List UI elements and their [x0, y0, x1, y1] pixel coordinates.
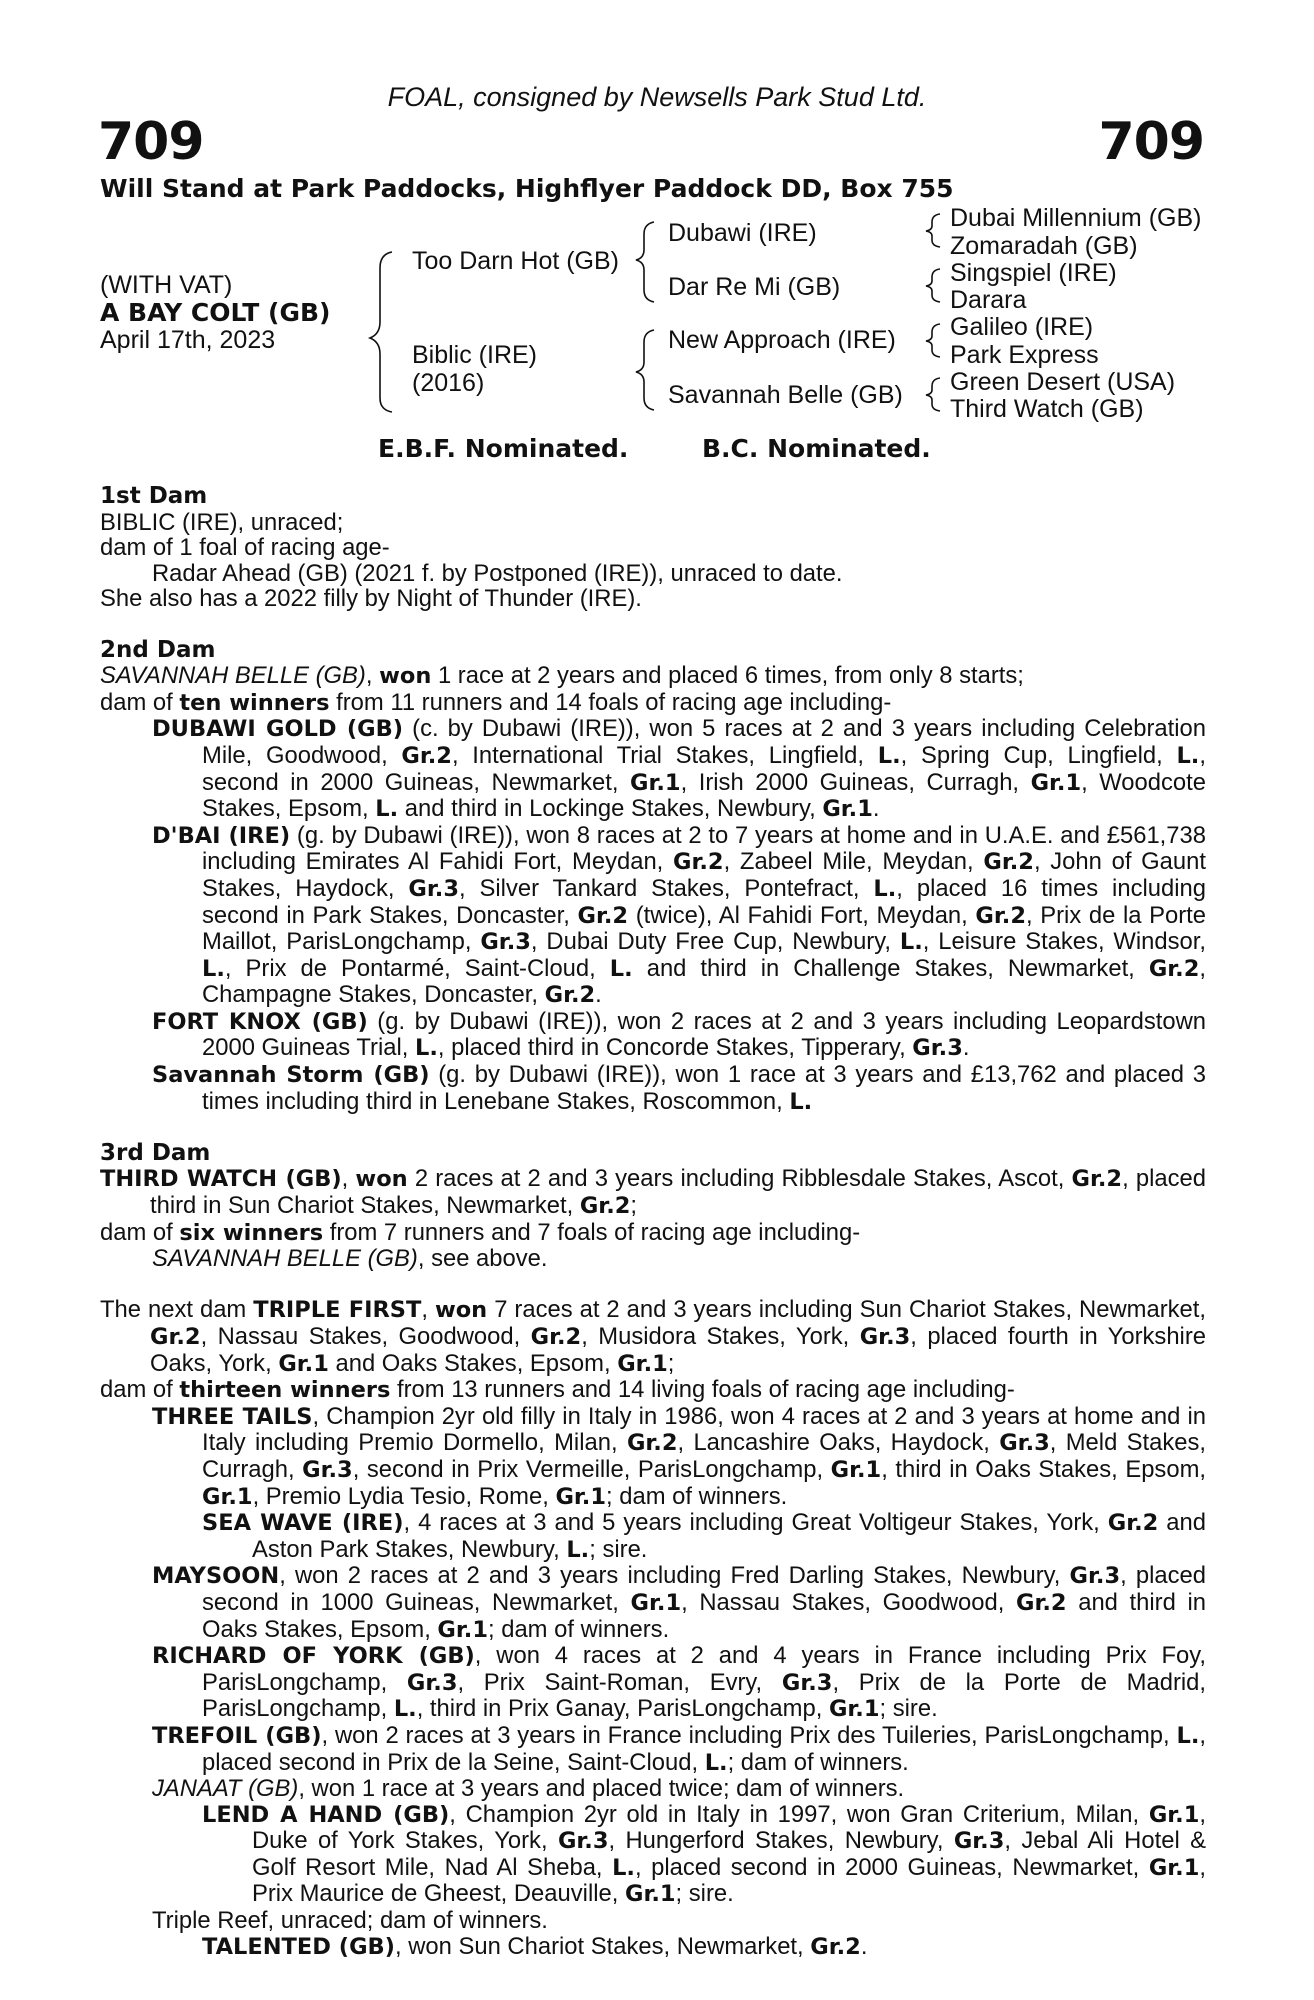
second-dam-produce-intro: dam of ten winners from 11 runners and 14 foals of racing age including-	[100, 688, 892, 716]
vat-note: (WITH VAT)	[100, 271, 233, 299]
dam-sire: New Approach (IRE)	[668, 326, 896, 354]
gg-1: Dubai Millennium (GB)	[950, 204, 1202, 232]
first-dam-produce: Radar Ahead (GB) (2021 f. by Postponed (IRE)), unraced to date.	[152, 559, 843, 587]
gg-7: Green Desert (USA)	[950, 368, 1176, 396]
lot-number-left: 709	[98, 112, 204, 172]
produce-triple-reef: Triple Reef, unraced; dam of winners.	[152, 1907, 548, 1935]
spacer	[100, 1115, 1206, 1141]
second-dam-heading: 2nd Dam	[100, 636, 216, 663]
gg-6: Park Express	[950, 341, 1099, 369]
produce-dubawi-gold: DUBAWI GOLD (GB) (c. by Dubawi (IRE)), won 5 races at 2 and 3 years including Celebration Mile, Goodwood, Gr.2, International Trial Stakes, Lingfield, L., Spring Cup, Lingfield, L., second in 2000 Guineas, Newmarket, Gr.1, Irish 2000 Guineas, Curragh, Gr.1, Woodcote Stakes, Epsom, L. and third in Lockinge Stakes, Newbury, Gr.1.	[152, 715, 1206, 823]
sire: Too Darn Hot (GB)	[412, 247, 620, 275]
produce-lend-a-hand: LEND A HAND (GB), Champion 2yr old in Italy in 1997, won Gran Criterium, Milan, Gr.1, Duke of York Stakes, York, Gr.3, Hungerford Stakes, Newbury, Gr.3, Jebal Ali Hotel & Golf Resort Mile, Nad Al Sheba, L., placed second in 2000 Guineas, Newmarket, Gr.1, Prix Maurice de Gheest, Deauville, Gr.1; sire.	[202, 1800, 1206, 1908]
spacer	[100, 1272, 1206, 1298]
horse-name: A BAY COLT (GB)	[100, 298, 331, 327]
next-dam-line: The next dam TRIPLE FIRST, won 7 races at 2 and 3 years including Sun Chariot Stakes, Newmarket, Gr.2, Nassau Stakes, Goodwood, Gr.2, Musidora Stakes, York, Gr.3, placed fourth in Yorkshire Oaks, York, Gr.1 and Oaks Stakes, Epsom, Gr.1;	[100, 1296, 1207, 1377]
foaling-date: April 17th, 2023	[100, 326, 276, 354]
produce-fort-knox: FORT KNOX (GB) (g. by Dubawi (IRE)), won 2 races at 2 and 3 years including Leopardstown 2000 Guineas Trial, L., placed third in Concorde Stakes, Tipperary, Gr.3.	[152, 1007, 1207, 1062]
dam: Biblic (IRE)	[412, 341, 538, 369]
sire-sire: Dubawi (IRE)	[668, 219, 817, 247]
produce-three-tails: THREE TAILS, Champion 2yr old filly in Italy in 1986, won 4 races at 2 and 3 years at home and in Italy including Premio Dormello, Milan, Gr.2, Lancashire Oaks, Haydock, Gr.3, Meld Stakes, Curragh, Gr.3, second in Prix Vermeille, ParisLongchamp, Gr.1, third in Oaks Stakes, Epsom, Gr.1, Premio Lydia Tesio, Rome, Gr.1; dam of winners.	[152, 1402, 1207, 1510]
second-dam-line: SAVANNAH BELLE (GB), won 1 race at 2 years and placed 6 times, from only 8 starts;	[100, 662, 1024, 690]
dam-dam: Savannah Belle (GB)	[668, 381, 903, 409]
dam-year: (2016)	[412, 369, 485, 397]
stand-location: Will Stand at Park Paddocks, Highflyer Paddock DD, Box 755	[100, 174, 954, 203]
first-dam-heading: 1st Dam	[100, 483, 208, 509]
first-dam-produce-intro: dam of 1 foal of racing age-	[100, 534, 390, 562]
produce-talented: TALENTED (GB), won Sun Chariot Stakes, Newmarket, Gr.2.	[202, 1932, 868, 1960]
gg-8: Third Watch (GB)	[950, 395, 1144, 423]
produce-maysoon: MAYSOON, won 2 races at 2 and 3 years including Fred Darling Stakes, Newbury, Gr.3, placed second in 1000 Guineas, Newmarket, Gr.1, Nassau Stakes, Goodwood, Gr.2 and third in Oaks Stakes, Epsom, Gr.1; dam of winners.	[152, 1562, 1206, 1643]
produce-dbai: D'BAI (IRE) (g. by Dubawi (IRE)), won 8 races at 2 to 7 years at home and in U.A.E. and £561,738 including Emirates Al Fahidi Fort, Meydan, Gr.2, Zabeel Mile, Meydan, Gr.2, John of Gaunt Stakes, Haydock, Gr.3, Silver Tankard Stakes, Pontefract, L., placed 16 times including second in Park Stakes, Doncaster, Gr.2 (twice), Al Fahidi Fort, Meydan, Gr.2, Prix de la Porte Maillot, ParisLongchamp, Gr.3, Dubai Duty Free Cup, Newbury, L., Leisure Stakes, Windsor, L., Prix de Pontarmé, Saint-Cloud, L. and third in Challenge Stakes, Newmarket, Gr.2, Champagne Stakes, Doncaster, Gr.2.	[152, 821, 1207, 1009]
gg-4: Darara	[950, 286, 1027, 314]
next-dam-produce-intro: dam of thirteen winners from 13 runners and 14 living foals of racing age including-	[100, 1376, 1015, 1404]
gg-5: Galileo (IRE)	[950, 313, 1094, 341]
consignor-line: FOAL, consigned by Newsells Park Stud Ltd.	[387, 82, 927, 112]
produce-trefoil: TREFOIL (GB), won 2 races at 3 years in France including Prix des Tuileries, ParisLongchamp, L., placed second in Prix de la Seine, Saint-Cloud, L.; dam of winners.	[152, 1721, 1206, 1776]
lot-number-right: 709	[1098, 112, 1204, 172]
third-dam-line: THIRD WATCH (GB), won 2 races at 2 and 3 years including Ribblesdale Stakes, Ascot, Gr.2, placed third in Sun Chariot Stakes, Newmarket, Gr.2;	[100, 1165, 1206, 1220]
gg-2: Zomaradah (GB)	[950, 232, 1138, 260]
gg-3: Singspiel (IRE)	[950, 259, 1117, 287]
catalogue-body	[100, 484, 1206, 1960]
third-dam-produce-intro: dam of six winners from 7 runners and 7 foals of racing age including-	[100, 1218, 861, 1246]
sire-dam: Dar Re Mi (GB)	[668, 273, 841, 301]
first-dam-note: She also has a 2022 filly by Night of Thunder (IRE).	[100, 585, 642, 613]
ebf-nominated: E.B.F. Nominated.	[378, 434, 629, 463]
produce-janaat: JANAAT (GB), won 1 race at 3 years and placed twice; dam of winners.	[152, 1775, 905, 1803]
third-dam-produce: SAVANNAH BELLE (GB), see above.	[152, 1245, 548, 1273]
spacer	[100, 612, 1206, 638]
produce-richard-of-york: RICHARD OF YORK (GB), won 4 races at 2 and 4 years in France including Prix Foy, ParisLongchamp, Gr.3, Prix Saint-Roman, Evry, Gr.3, Prix de la Porte de Madrid, ParisLongchamp, L., third in Prix Ganay, ParisLongchamp, Gr.1; sire.	[152, 1642, 1207, 1723]
produce-savannah-storm: Savannah Storm (GB) (g. by Dubawi (IRE)), won 1 race at 3 years and £13,762 and placed 3 times including third in Lenebane Stakes, Roscommon, L.	[152, 1061, 1207, 1115]
first-dam-line: BIBLIC (IRE), unraced;	[100, 508, 344, 536]
produce-sea-wave: SEA WAVE (IRE), 4 races at 3 and 5 years including Great Voltigeur Stakes, York, Gr.2 and Aston Park Stakes, Newbury, L.; sire.	[202, 1509, 1207, 1563]
bc-nominated: B.C. Nominated.	[702, 434, 931, 463]
third-dam-heading: 3rd Dam	[100, 1139, 211, 1166]
